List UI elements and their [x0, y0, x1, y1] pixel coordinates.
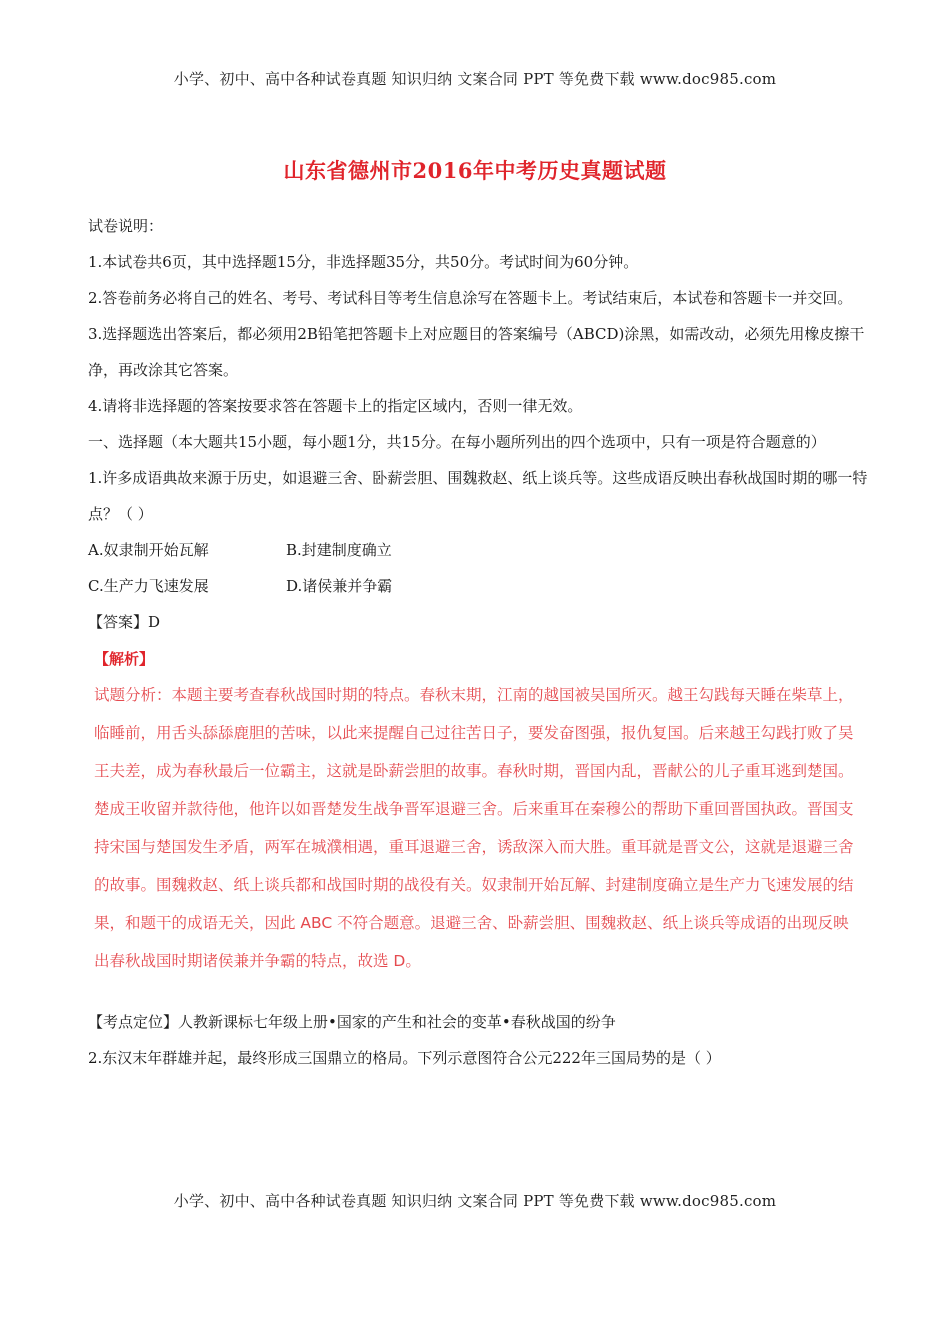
instruction-item-2: 2.答卷前务必将自己的姓名、考号、考试科目等考生信息涂写在答题卡上。考试结束后，本试卷和答题卡一并交回。 — [88, 289, 853, 307]
page-header-note: 小学、初中、高中各种试卷真题 知识归纳 文案合同 PPT 等免费下载 www.doc985.com — [173, 70, 777, 88]
instructions-heading: 试卷说明： — [88, 217, 164, 235]
option-b: B.封建制度确立 — [286, 541, 392, 559]
option-d: D.诸侯兼并争霸 — [286, 577, 393, 595]
instruction-item-4: 4.请将非选择题的答案按要求答在答题卡上的指定区域内，否则一律无效。 — [88, 397, 583, 415]
exam-content — [88, 208, 868, 1076]
instruction-item-3: 3.选择题选出答案后，都必须用2B铅笔把答题卡上对应题目的答案编号（ABCD)涂黑，如需改动，必须先用橡皮擦干净，再改涂其它答案。 — [88, 325, 865, 379]
question-1-options-row-1 — [88, 532, 868, 568]
question-1-answer: 【答案】D — [88, 613, 161, 631]
page-footer-note: 小学、初中、高中各种试卷真题 知识归纳 文案合同 PPT 等免费下载 www.doc985.com — [173, 1192, 777, 1210]
section-heading: 一、选择题（本大题共15小题，每小题1分，共15分。在每小题所列出的四个选项中，只有一项是符合题意的） — [88, 433, 826, 451]
option-a: A.奴隶制开始瓦解 — [88, 541, 209, 559]
question-2-stem: 2.东汉末年群雄并起，最终形成三国鼎立的格局。下列示意图符合公元222年三国局势的是（ ） — [88, 1049, 721, 1067]
knowledge-point: 【考点定位】人教新课标七年级上册•国家的产生和社会的变革•春秋战国的纷争 — [88, 1013, 616, 1031]
option-c: C.生产力飞速发展 — [88, 577, 209, 595]
question-1-stem: 1.许多成语典故来源于历史，如退避三舍、卧薪尝胆、围魏救赵、纸上谈兵等。这些成语反映出春秋战国时期的哪一特点？（ ） — [88, 469, 868, 523]
question-1-options-row-2 — [88, 568, 868, 604]
analysis-text: 试题分析：本题主要考查春秋战国时期的特点。春秋末期，江南的越国被吴国所灭。越王勾践每天睡在柴草上，临睡前，用舌头舔舔鹿胆的苦味，以此来提醒自己过往苦日子，要发奋图强，报仇复国。后来越王勾践打败了吴王夫差，成为春秋最后一位霸主，这就是卧薪尝胆的故事。春秋时期，晋国内乱，晋献公的儿子重耳逃到楚国。楚成王收留并款待他，他许以如晋楚发生战争晋军退避三舍。后来重耳在秦穆公的帮助下重回晋国执政。晋国支持宋国与楚国发生矛盾，两军在城濮相遇，重耳退避三舍，诱敌深入而大胜。重耳就是晋文公，这就是退避三舍的故事。围魏救赵、纸上谈兵都和战国时期的战役有关。奴隶制开始瓦解、封建制度确立是生产力飞速发展的结果，和题干的成语无关，因此 ABC 不符合题意。退避三舍、卧薪尝胆、围魏救赵、纸上谈兵等成语的出现反映出春秋战国时期诸侯兼并争霸的特点，故选 D。 — [94, 686, 854, 970]
exam-title: 山东省德州市2016年中考历史真题试题 — [283, 158, 667, 183]
analysis-heading: 【解析】 — [94, 650, 155, 668]
instruction-item-1: 1.本试卷共6页，其中选择题15分，非选择题35分，共50分。考试时间为60分钟。 — [88, 253, 639, 271]
